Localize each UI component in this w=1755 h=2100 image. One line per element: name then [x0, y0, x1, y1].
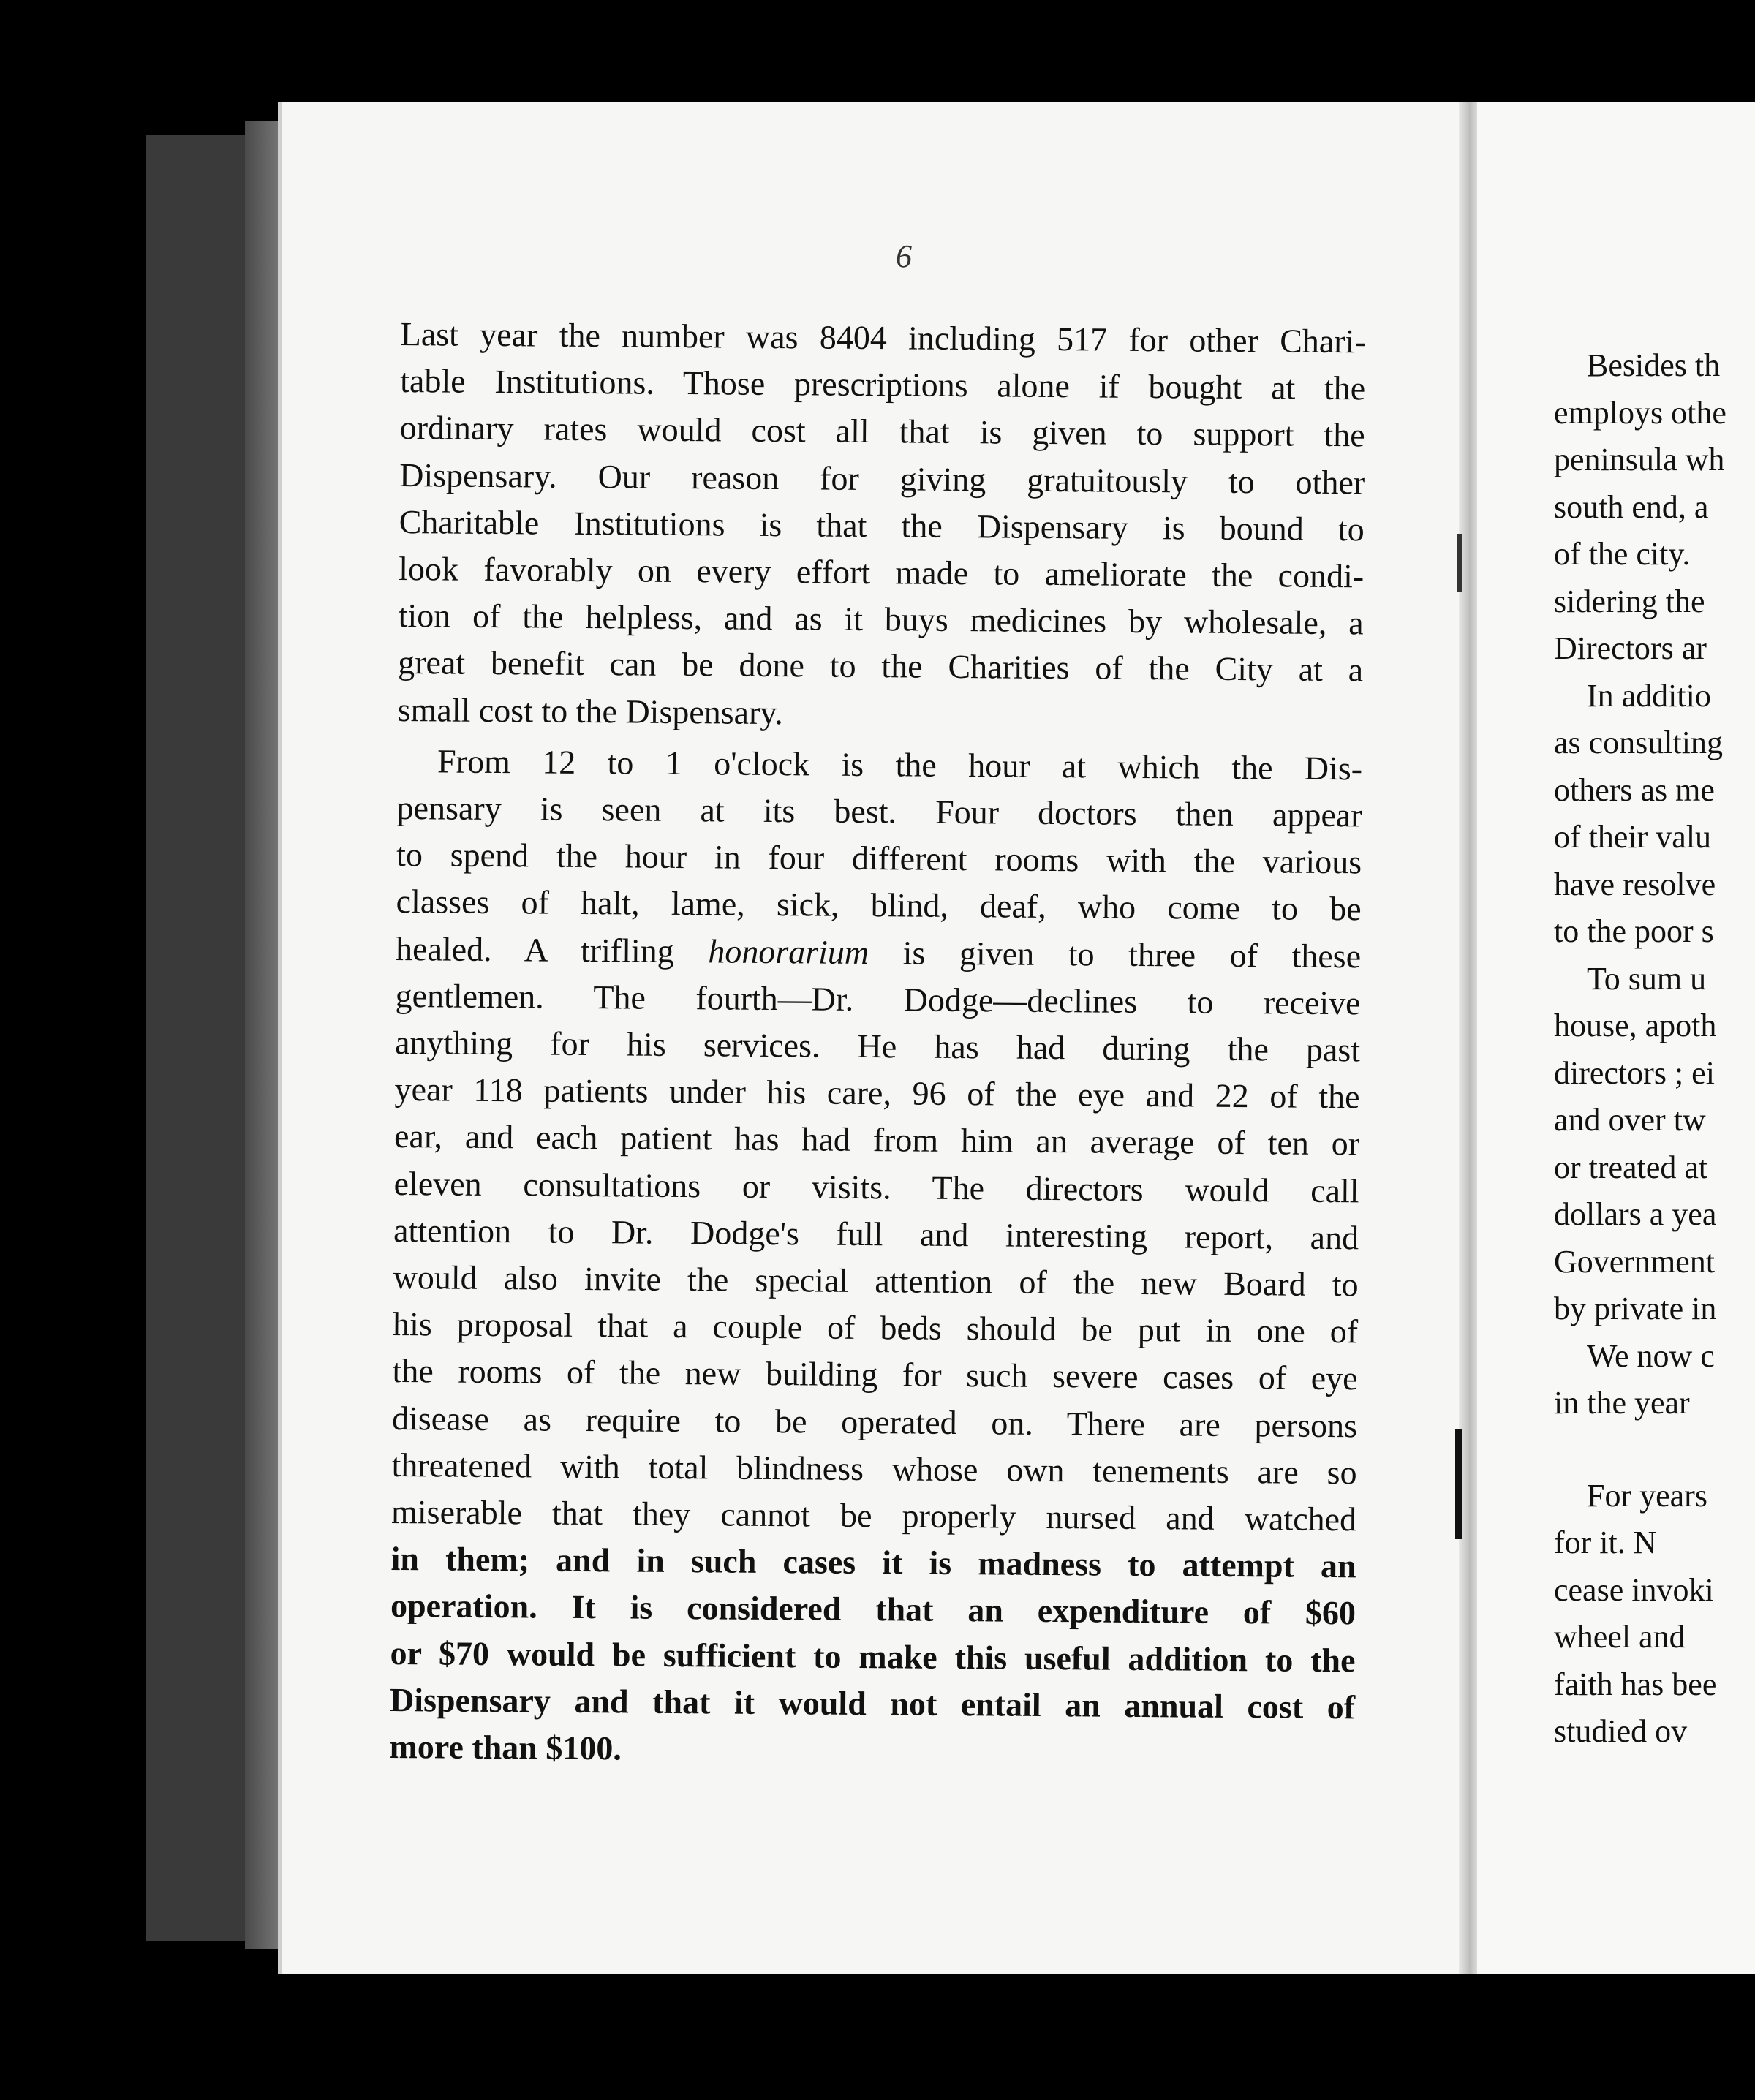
text-line: We now c — [1587, 1337, 1715, 1374]
text-line: year 118 patients under his care, 96 of the eye and 22 of the — [394, 1070, 1360, 1116]
text-line: Besides th — [1587, 347, 1721, 383]
text-line: great benefit can be done to the Charities of the City at a — [398, 643, 1364, 689]
text-line: sidering the — [1554, 583, 1705, 619]
text-line: the rooms of the new building for such severe cases of eye — [392, 1352, 1358, 1397]
text-line: peninsula wh — [1554, 442, 1725, 477]
text-line: ear, and each patient has had from him an average of ten or — [393, 1117, 1360, 1163]
text-line: ordinary rates would cost all that is given to support the — [399, 409, 1365, 454]
text-line: faith has bee — [1554, 1666, 1717, 1702]
text-line: and over tw — [1554, 1102, 1706, 1138]
text-line: operation. It is considered that an expenditure of $60 — [390, 1587, 1356, 1632]
text-line: for it. N — [1554, 1525, 1657, 1560]
text-line: house, apoth — [1554, 1008, 1717, 1043]
text-line: or $70 would be sufficient to make this useful addition to the — [390, 1633, 1356, 1679]
text-line: directors ; ei — [1554, 1054, 1715, 1091]
text-line: have resolve — [1554, 866, 1716, 902]
text-line: to spend the hour in four different rooms with the various — [396, 836, 1362, 881]
paragraph-prescriptions — [397, 311, 1365, 741]
text-line: In additio — [1587, 677, 1711, 714]
text-line: south end, a — [1554, 488, 1709, 525]
text-line: gentlemen. The fourth—Dr. Dodge—declines to receive — [395, 976, 1361, 1022]
text-line: dollars a yea — [1554, 1196, 1717, 1232]
right-page-text — [1554, 342, 1755, 1756]
left-page-text — [389, 311, 1366, 1778]
text-line: From 12 to 1 o'clock is the hour at which the Dis- — [437, 742, 1363, 788]
text-line: more than $100. — [389, 1728, 622, 1767]
text-line: of the city. — [1554, 536, 1691, 572]
text-line: classes of halt, lame, sick, blind, deaf, who come to be — [396, 883, 1362, 928]
text-line: Charitable Institutions is that the Dispensary is bound to — [399, 502, 1365, 548]
text-line: wheel and — [1554, 1619, 1686, 1655]
text-line: To sum u — [1587, 960, 1707, 997]
text-line: eleven consultations or visits. The directors would call — [393, 1164, 1359, 1209]
text-line: table Institutions. Those prescriptions alone if bought at the — [400, 362, 1366, 407]
text-line: to the poor s — [1554, 913, 1714, 949]
text-line: or treated at — [1554, 1149, 1708, 1185]
text-line: Government — [1554, 1243, 1715, 1280]
text-line: Last year the number was 8404 including 517 for other Chari- — [400, 314, 1366, 360]
text-line: anything for his services. He has had during the past — [394, 1024, 1361, 1069]
text-line: in them; and in such cases it is madness to attempt an — [390, 1540, 1356, 1585]
paragraph-doctors — [389, 738, 1362, 1778]
gutter-mark — [1457, 534, 1462, 592]
text-line: studied ov — [1554, 1713, 1688, 1749]
text-line: Directors ar — [1554, 630, 1707, 666]
text-line: would also invite the special attention of the new Board to — [393, 1258, 1359, 1304]
text-line: Dispensary and that it would not entail an annual cost of — [389, 1680, 1356, 1726]
italic-term: honorarium — [708, 932, 869, 971]
text-line: miserable that they cannot be properly nursed and watched — [390, 1493, 1357, 1538]
text-line: For years — [1587, 1477, 1707, 1514]
text-line: others as me — [1554, 771, 1715, 808]
text-line: his proposal that a couple of beds should be put in one of — [392, 1305, 1359, 1351]
text-line: attention to Dr. Dodge's full and interesting report, and — [393, 1211, 1359, 1257]
text-line: of their valu — [1554, 819, 1712, 855]
gutter-mark — [1455, 1429, 1462, 1539]
text-line: look favorably on every effort made to ameliorate the condi- — [399, 550, 1365, 595]
text-line: tion of the helpless, and as it buys medicines by wholesale, a — [398, 597, 1364, 642]
text-line: pensary is seen at its best. Four doctors then appear — [396, 789, 1362, 834]
text-line: small cost to the Dispensary. — [397, 690, 784, 731]
text-line: cease invoki — [1554, 1571, 1714, 1608]
text-line: Dispensary. Our reason for giving gratuitously to other — [399, 456, 1365, 501]
page-number: 6 — [896, 238, 912, 274]
text-line: disease as require to be operated on. There are persons — [391, 1399, 1358, 1444]
text-line: employs othe — [1554, 394, 1726, 431]
text-line: in the year — [1554, 1385, 1690, 1421]
text-line: threatened with total blindness whose own tenements are so — [391, 1446, 1357, 1492]
text-line: as consulting — [1554, 725, 1723, 760]
text-line: by private in — [1554, 1291, 1717, 1326]
text-line: healed. A trifling honorarium is given to three of these — [395, 929, 1362, 975]
